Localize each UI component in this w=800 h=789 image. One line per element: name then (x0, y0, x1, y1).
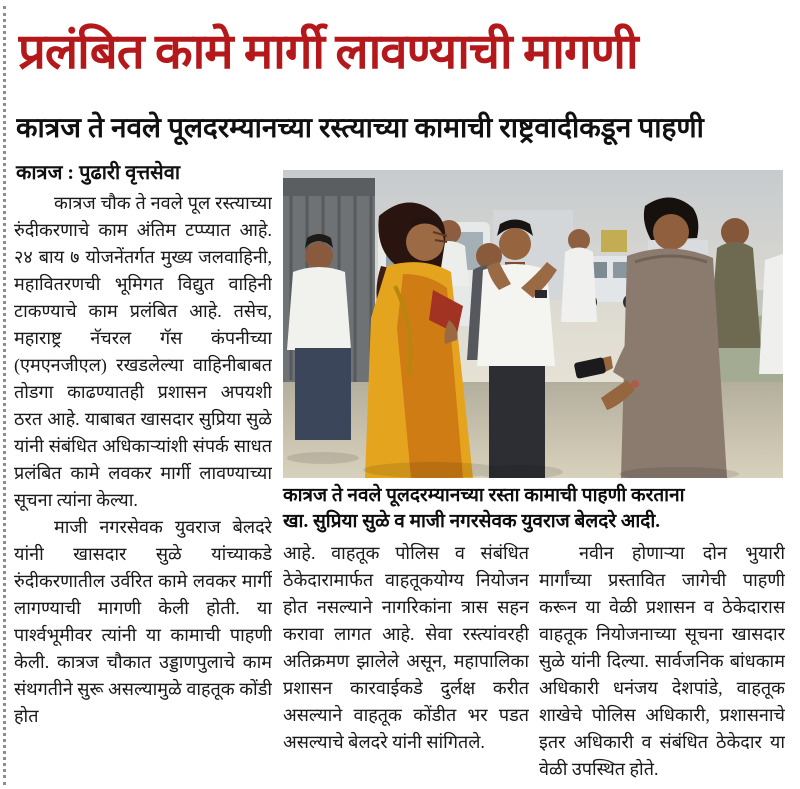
photo-caption (283, 483, 785, 539)
article-column-left (14, 190, 272, 786)
article-paragraph: माजी नगरसेवक युवराज बेलदरे यांनी खासदार सुळे यांच्याकडे रुंदीकरणातील उर्वरित कामे लवकर मार्गी लागण्याची मागणी केली होती. या पार्श्वभूमीवर त्यांनी या कामाची पाहणी केली. कात्रज चौकात उड्डाणपुलाचे काम संथगतीने सुरू असल्यामुळे वाहतूक कोंडी होत (14, 517, 272, 726)
photo-caption-line2: खा. सुप्रिया सुळे व माजी नगरसेवक युवराज बेलदरे आदी. (283, 511, 661, 532)
article-paragraph: नवीन होणाऱ्या दोन भुयारी मार्गांच्या प्रस्तावित जागेची पाहणी करून या वेळी प्रशासन व ठेकेदारास वाहतूक नियोजनाच्या सूचना खासदार सुळे यांनी दिल्या. सार्वजनिक बांधकाम अधिकारी धनंजय देशपांडे, वाहतूक शाखेचे पोलिस अधिकारी, प्रशासनाचे इतर अधिकारी व संबंधित ठेकेदार या वेळी उपस्थित होते. (539, 543, 785, 779)
article-column-right (539, 540, 785, 786)
main-headline: प्रलंबित कामे मार्गी लावण्याची मागणी (18, 24, 638, 79)
article-paragraph: कात्रज चौक ते नवले पूल रस्त्याच्या रुंदीकरणाचे काम अंतिम टप्प्यात आहे. २४ बाय ७ योजनेंतर्गत मुख्य जलवाहिनी, महावितरणची भूमिगत विद्युत वाहिनी टाकण्याचे काम प्रलंबित आहे. तसेच, महाराष्ट्र नॅचरल गॅस कंपनीच्या (एमएनजीएल) रखडलेल्या वाहिनीबाबत तोडगा काढण्यातही प्रशासन अपयशी ठरत आहे. याबाबत खासदार सुप्रिया सुळे यांनी संबंधित अधिकाऱ्यांशी संपर्क साधत प्रलंबित कामे लवकर मार्गी लावण्याच्या सूचना त्यांना केल्या. (14, 193, 272, 510)
left-dotted-border (3, 6, 6, 785)
news-photo (283, 170, 783, 478)
article-paragraph: आहे. वाहतूक पोलिस व संबंधित ठेकेदारामार्फत वाहतूकयोग्य नियोजन होत नसल्याने नागरिकांना त्रास सहन करावा लागत आहे. सेवा रस्त्यांवरही अतिक्रमण झालेले असून, महापालिका प्रशासन कारवाईकडे दुर्लक्ष करीत असल्याने वाहतूक कोंडीत भर पडत असल्याचे बेलदरे यांनी सांगितले. (283, 543, 529, 752)
photo-caption-line1: कात्रज ते नवले पूलदरम्यानच्या रस्ता कामाची पाहणी करताना (283, 485, 685, 506)
byline: कात्रज : पुढारी वृत्तसेवा (16, 162, 181, 184)
article-column-middle (283, 540, 529, 786)
sub-headline: कात्रज ते नवले पूलदरम्यानच्या रस्त्याच्या कामाची राष्ट्रवादीकडून पाहणी (16, 113, 704, 144)
